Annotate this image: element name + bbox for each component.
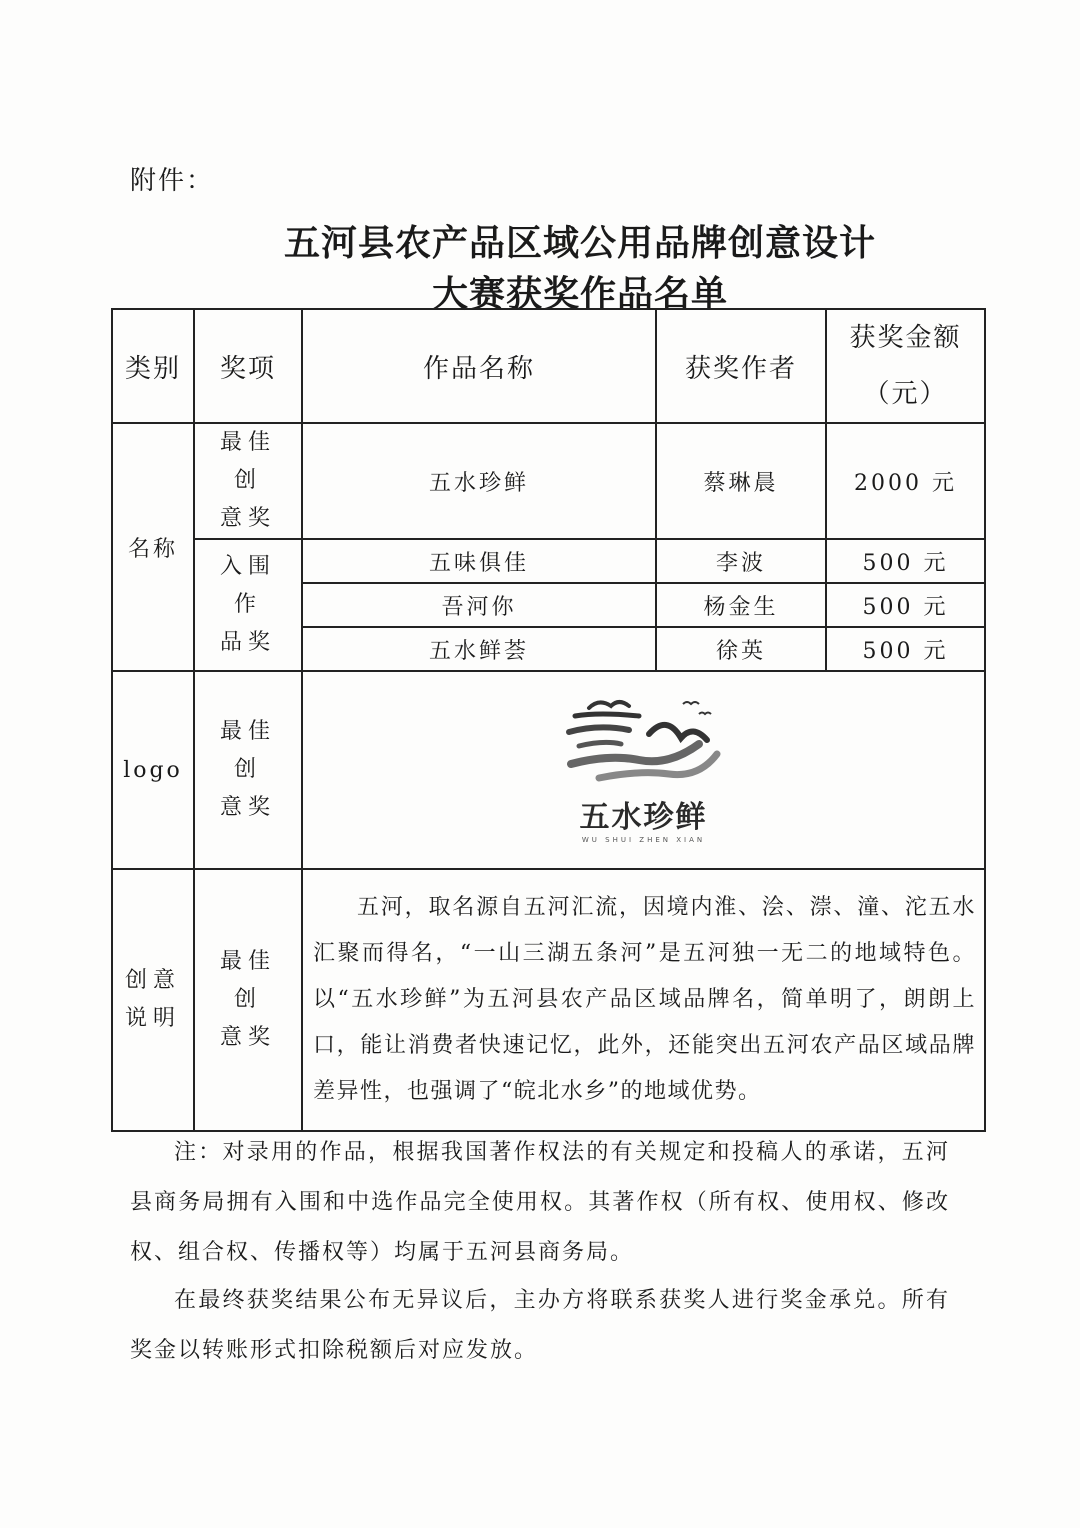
finalist-award-cell (194, 539, 302, 671)
best-award-cell (194, 423, 302, 539)
logo-cell (302, 671, 985, 869)
logo-award-line1: 最佳创 (219, 719, 276, 782)
category-description-label (123, 962, 183, 1038)
document-title-line1: 五河县农产品区域公用品牌创意设计 (283, 223, 876, 264)
description-cell (302, 869, 985, 1131)
description-text: 五河，取名源自五河汇流，因境内淮、浍、漴、潼、沱五水汇聚而得名，“一山三湖五条河”是五河独一无二的地域特色。以“五水珍鲜”为五河县农产品区域品牌名，简单明了，朗朗上口，能让消费者快速记忆，此外，还能突出五河农产品区域品牌差异性，也强调了“皖北水乡”的地域优势。 (313, 895, 976, 1104)
attachment-label: 附件： (130, 166, 215, 196)
logo-award-line2: 意奖 (219, 795, 276, 820)
description-award-line2: 意奖 (219, 1025, 276, 1050)
finalist-award-line1: 入围作 (219, 554, 276, 617)
category-description-line1: 创意 (124, 968, 181, 993)
logo-award-label (208, 713, 288, 827)
category-logo: logo (112, 671, 194, 869)
best-award-label (208, 424, 288, 538)
note-text-1: 注：对录用的作品，根据我国著作权法的有关规定和投稿人的承诺，五河县商务局拥有入围和中选作品完全使用权。其著作权（所有权、使用权、修改权、组合权、传播权等）均属于五河县商务局。 (130, 1140, 950, 1265)
description-award-label (208, 943, 288, 1057)
work-name: 五水鲜荟 (302, 627, 656, 671)
header-amount-line2: （元） (863, 379, 948, 409)
author-name: 蔡琳晨 (656, 423, 826, 539)
table-row (112, 869, 985, 1131)
logo-award-cell (194, 671, 302, 869)
category-description-line2: 说明 (124, 1006, 181, 1031)
header-category: 类别 (112, 309, 194, 423)
work-name: 五水珍鲜 (302, 423, 656, 539)
table-row (112, 671, 985, 869)
finalist-award-line2: 品奖 (219, 630, 276, 655)
logo-text: 五水珍鲜 (579, 800, 708, 835)
description-award-cell (194, 869, 302, 1131)
awards-table (111, 308, 986, 1132)
document-title-line2: 大赛获奖作品名单 (431, 274, 728, 315)
author-name: 李波 (656, 539, 826, 583)
note-paragraph-1 (130, 1128, 950, 1278)
header-award: 奖项 (194, 309, 302, 423)
logo-mark-icon (559, 694, 729, 794)
best-award-line1: 最佳创 (219, 430, 276, 493)
best-award-line2: 意奖 (219, 506, 276, 531)
header-author: 获奖作者 (656, 309, 826, 423)
note-text-2: 在最终获奖结果公布无异议后，主办方将联系获奖人进行奖金承兑。所有奖金以转账形式扣除税额后对应发放。 (130, 1288, 950, 1363)
author-name: 杨金生 (656, 583, 826, 627)
winning-logo (559, 694, 729, 844)
category-name: 名称 (112, 423, 194, 671)
author-name: 徐英 (656, 627, 826, 671)
table-header-row (112, 309, 985, 423)
finalist-award-label (208, 548, 288, 662)
award-amount: 2000 元 (826, 423, 985, 539)
description-award-line1: 最佳创 (219, 949, 276, 1012)
work-name: 五味俱佳 (302, 539, 656, 583)
work-name: 吾河你 (302, 583, 656, 627)
award-amount: 500 元 (826, 627, 985, 671)
header-amount (826, 309, 985, 423)
award-amount: 500 元 (826, 539, 985, 583)
category-description (112, 869, 194, 1131)
header-work-name: 作品名称 (302, 309, 656, 423)
table-row (112, 423, 985, 539)
table-row (112, 539, 985, 583)
award-amount: 500 元 (826, 583, 985, 627)
note-paragraph-2 (130, 1276, 950, 1376)
logo-pinyin: WU SHUI ZHEN XIAN (581, 836, 706, 844)
header-amount-line1: 获奖金额 (849, 323, 962, 353)
